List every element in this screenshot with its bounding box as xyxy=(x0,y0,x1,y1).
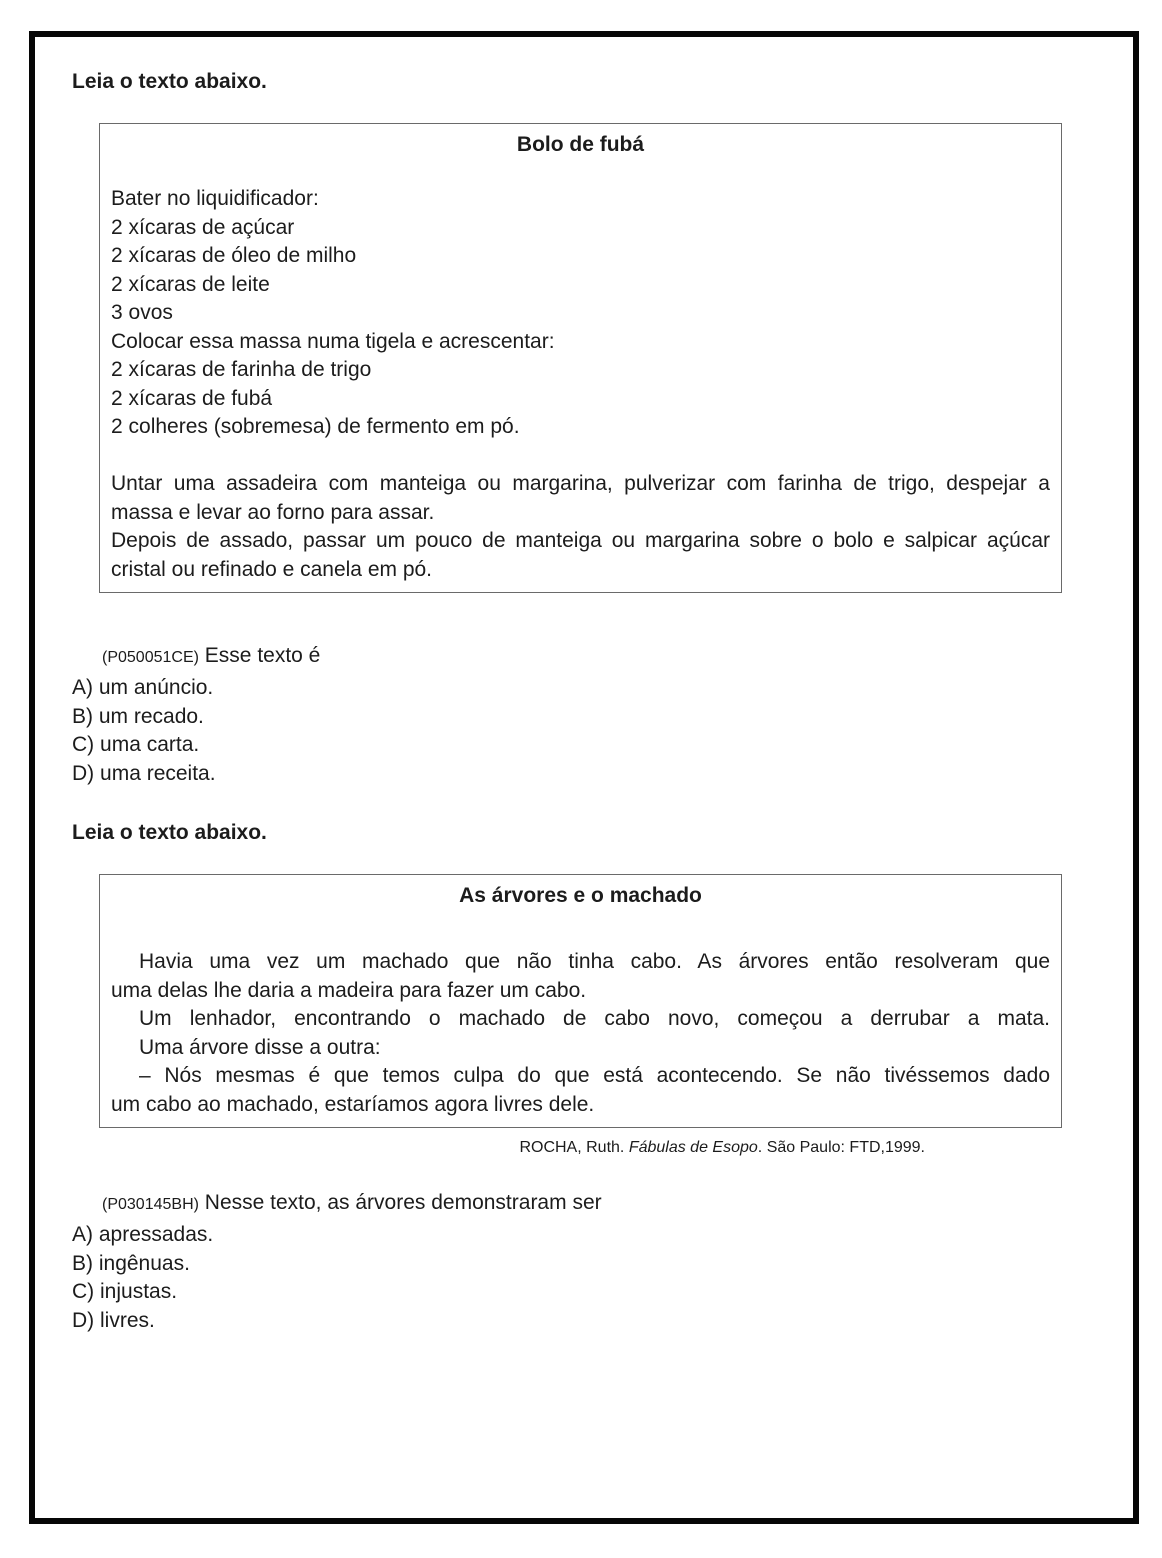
recipe-line: 2 xícaras de leite xyxy=(111,272,270,296)
question-2-prompt: Nesse texto, as árvores demonstraram ser xyxy=(204,1191,602,1214)
option-letter: B) xyxy=(72,1251,93,1275)
fable-line: Havia uma vez um machado que não tinha cabo. As árvores então resolveram que xyxy=(139,950,1050,973)
source-citation xyxy=(99,1137,1062,1159)
question-2-option-c xyxy=(72,1278,1096,1307)
option-text: um anúncio. xyxy=(98,676,214,699)
fable-box xyxy=(99,874,1062,1128)
option-letter: A) xyxy=(72,676,93,699)
fable-line: Uma árvore disse a outra: xyxy=(139,1035,381,1059)
recipe-line: Colocar essa massa numa tigela e acrescentar: xyxy=(111,329,555,353)
fable-title: As árvores e o machado xyxy=(459,884,702,907)
question-1-option-a xyxy=(72,674,1096,703)
recipe-instruction-line: cristal ou refinado e canela em pó. xyxy=(111,557,433,581)
question-2-prompt-line xyxy=(102,1191,1096,1217)
question-1 xyxy=(72,644,1096,788)
fable-line: Um lenhador, encontrando o machado de cabo novo, começou a derrubar a mata. xyxy=(139,1007,1050,1030)
question-2-code: (P030145BH) xyxy=(102,1196,199,1213)
citation-authors: ROCHA, Ruth. xyxy=(519,1139,625,1156)
instruction-heading-2: Leia o texto abaixo. xyxy=(72,821,267,844)
recipe-instruction-line: Depois de assado, passar um pouco de manteiga ou margarina sobre o bolo e salpicar açúcar xyxy=(111,529,1050,552)
option-letter: B) xyxy=(72,704,93,728)
recipe-title: Bolo de fubá xyxy=(516,133,645,156)
fable-line: uma delas lhe daria a madeira para fazer um cabo. xyxy=(111,978,587,1002)
option-letter: C) xyxy=(72,1280,95,1303)
option-text: uma receita. xyxy=(100,761,216,785)
question-1-options xyxy=(72,674,1096,788)
question-1-prompt-line xyxy=(102,644,1096,670)
question-2-option-d xyxy=(72,1307,1096,1336)
option-letter: C) xyxy=(72,733,95,756)
recipe-line: 2 xícaras de óleo de milho xyxy=(111,244,357,267)
question-2-option-a xyxy=(72,1221,1096,1250)
option-letter: D) xyxy=(72,1308,95,1332)
page-frame xyxy=(29,31,1139,1524)
option-letter: A) xyxy=(72,1223,93,1246)
question-1-option-c xyxy=(72,731,1096,760)
recipe-line: 2 xícaras de fubá xyxy=(111,386,273,410)
recipe-line: 2 colheres (sobremesa) de fermento em pó. xyxy=(111,415,520,438)
option-text: apressadas. xyxy=(98,1223,214,1246)
question-1-prompt: Esse texto é xyxy=(204,644,321,667)
citation-publisher: . São Paulo: FTD,1999. xyxy=(757,1139,925,1156)
fable-line: – Nós mesmas é que temos culpa do que está acontecendo. Se não tivéssemos dado xyxy=(139,1064,1050,1087)
option-letter: D) xyxy=(72,761,95,785)
question-2-options xyxy=(72,1221,1096,1335)
recipe-instruction-line: massa e levar ao forno para assar. xyxy=(111,500,435,524)
recipe-instructions xyxy=(111,470,1050,584)
question-2-option-b xyxy=(72,1250,1096,1279)
recipe-line: Bater no liquidificador: xyxy=(111,187,319,210)
question-2 xyxy=(72,1191,1096,1335)
recipe-line: 2 xícaras de açúcar xyxy=(111,215,295,239)
option-text: uma carta. xyxy=(100,733,200,756)
recipe-instruction-line: Untar uma assadeira com manteiga ou margarina, pulverizar com farinha de trigo, despejar a xyxy=(111,472,1050,495)
question-1-option-d xyxy=(72,760,1096,789)
option-text: ingênuas. xyxy=(98,1251,190,1275)
page-content xyxy=(35,37,1133,1335)
option-text: um recado. xyxy=(98,704,204,728)
recipe-box xyxy=(99,123,1062,593)
citation-work-title: Fábulas de Esopo xyxy=(628,1139,758,1156)
question-1-code: (P050051CE) xyxy=(102,649,199,666)
fable-line: um cabo ao machado, estaríamos agora livres dele. xyxy=(111,1092,595,1116)
option-text: injustas. xyxy=(100,1280,178,1303)
recipe-line: 2 xícaras de farinha de trigo xyxy=(111,358,372,381)
question-1-option-b xyxy=(72,703,1096,732)
recipe-line: 3 ovos xyxy=(111,301,173,324)
instruction-heading-1: Leia o texto abaixo. xyxy=(72,70,267,93)
option-text: livres. xyxy=(100,1308,155,1332)
